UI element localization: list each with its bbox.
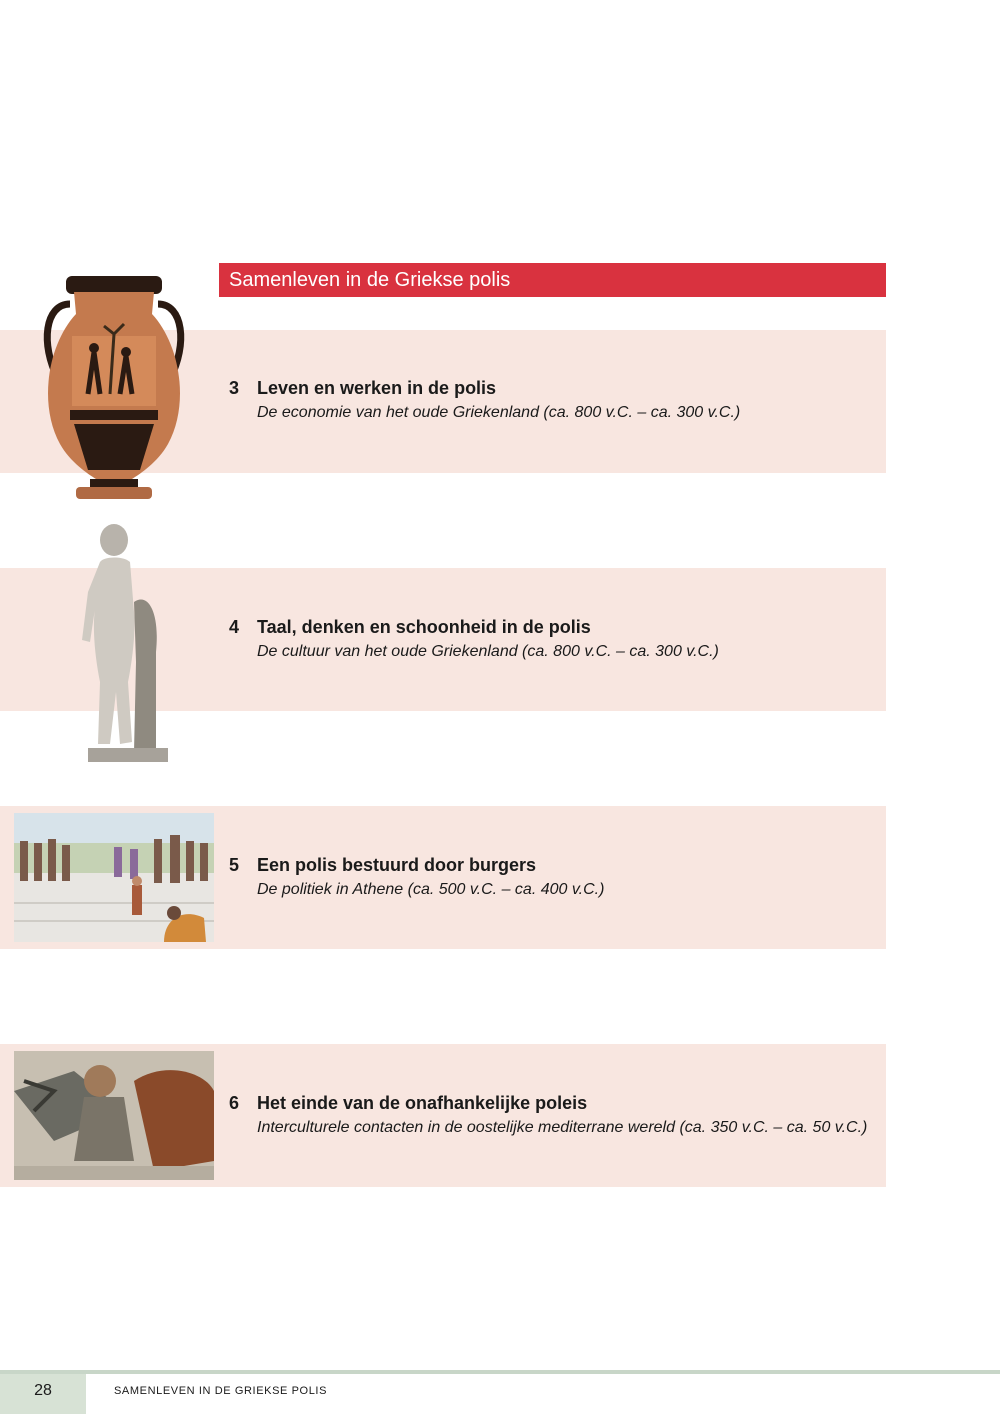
statue-image <box>74 522 170 764</box>
page-number: 28 <box>0 1374 86 1414</box>
footer-divider <box>0 1370 1000 1374</box>
greek-amphora-image <box>40 274 188 502</box>
chapter-subtitle: De politiek in Athene (ca. 500 v.C. – ca. 400 v.C.) <box>257 881 605 898</box>
chapter-subtitle: Interculturele contacten in de oostelijke mediterrane wereld (ca. 350 v.C. – ca. 50 v.C.) <box>257 1119 868 1136</box>
section-title-bar <box>219 263 886 297</box>
chapter-number: 6 <box>229 1093 240 1113</box>
chapter-title[interactable]: Taal, denken en schoonheid in de polis <box>257 617 591 637</box>
chapter-subtitle: De cultuur van het oude Griekenland (ca. 800 v.C. – ca. 300 v.C.) <box>257 643 719 660</box>
chapter-number: 3 <box>229 378 240 398</box>
chapter-number: 4 <box>229 617 240 637</box>
section-title: Samenleven in de Griekse polis <box>229 269 511 291</box>
chapter-title[interactable]: Het einde van de onafhankelijke poleis <box>257 1093 588 1113</box>
running-title: SAMENLEVEN IN DE GRIEKSE POLIS <box>114 1385 328 1397</box>
athenian-assembly-image <box>14 813 214 942</box>
alexander-mosaic-image <box>14 1051 214 1180</box>
chapter-title[interactable]: Een polis bestuurd door burgers <box>257 855 537 875</box>
chapter-subtitle: De economie van het oude Griekenland (ca. 800 v.C. – ca. 300 v.C.) <box>257 404 741 421</box>
chapter-number: 5 <box>229 855 240 875</box>
chapter-title[interactable]: Leven en werken in de polis <box>257 378 497 398</box>
